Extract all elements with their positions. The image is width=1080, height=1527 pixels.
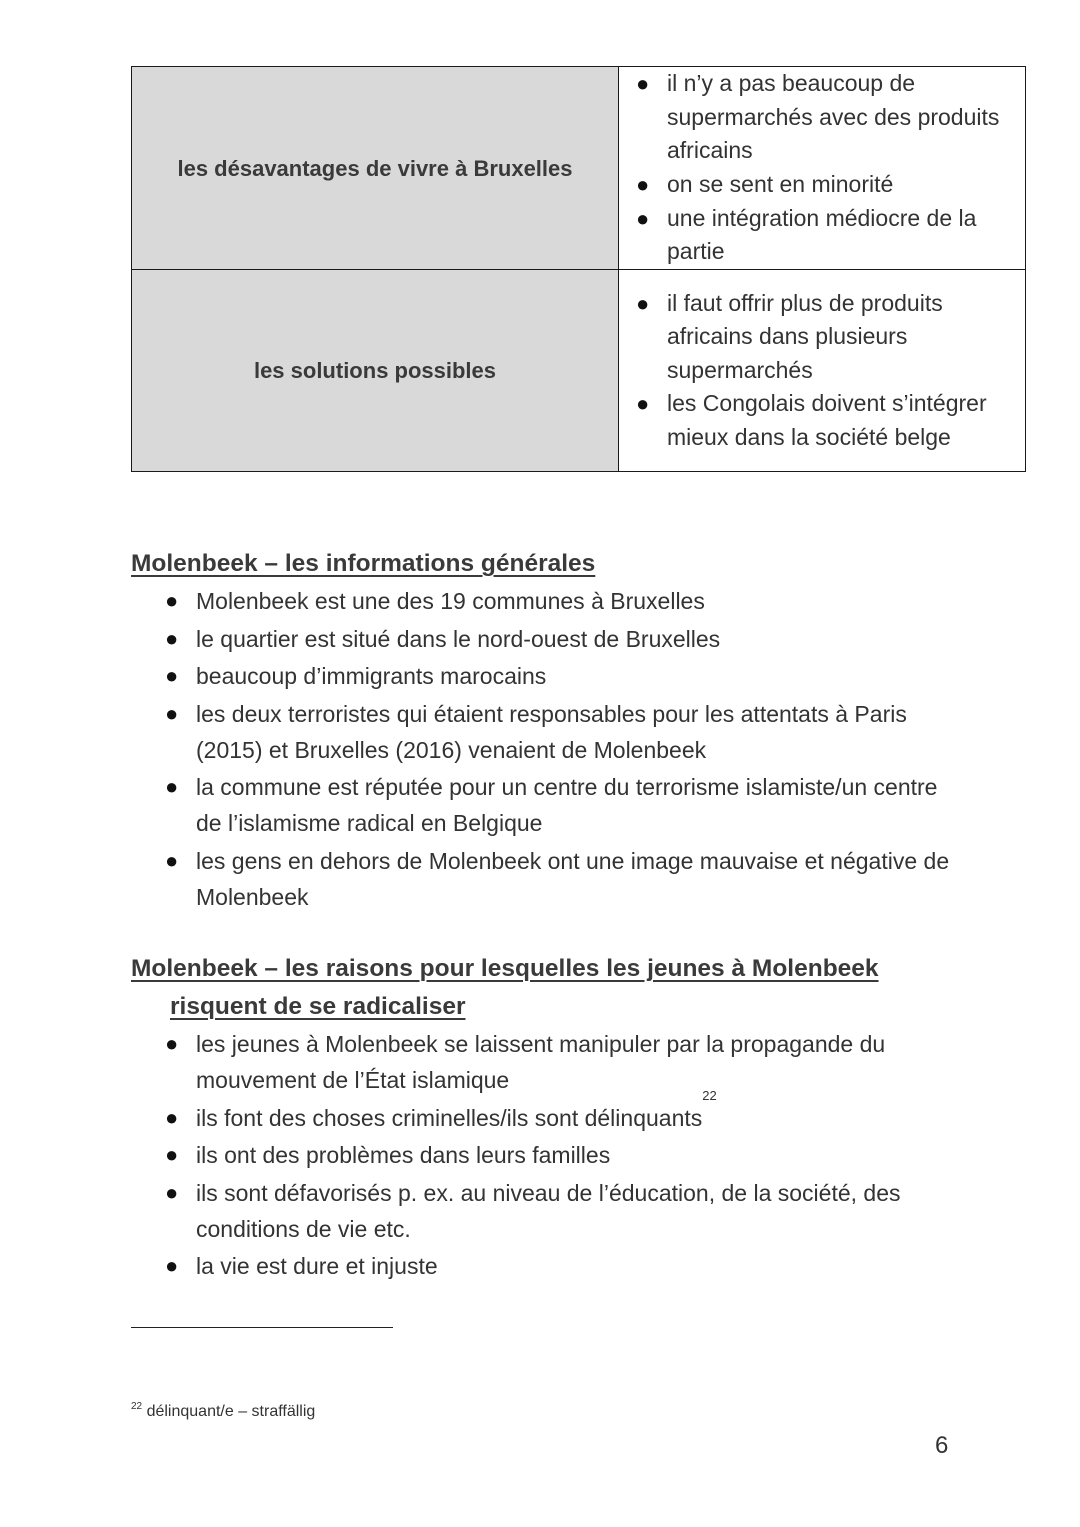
list-item: ● les deux terroristes qui étaient responsables pour les attentats à Paris (2015) et Bruxelles (2016) venaient de Molenbeek — [196, 696, 961, 768]
list-item: ● les gens en dehors de Molenbeek ont une image mauvaise et négative de Molenbeek — [196, 843, 961, 915]
list-item: ● les jeunes à Molenbeek se laissent manipuler par la propagande du mouvement de l’État islamique — [196, 1026, 961, 1098]
list-item: ● la commune est réputée pour un centre du terrorisme islamiste/un centre de l’islamisme radical en Belgique — [196, 769, 961, 841]
bullet-icon: ● — [165, 663, 179, 688]
section-bullet-list — [131, 1026, 961, 1284]
bullet-icon: ● — [636, 71, 650, 97]
list-item: ● les Congolais doivent s’intégrer mieux dans la société belge — [667, 387, 1025, 454]
section-title: Molenbeek – les raisons pour lesquelles les jeunes à Molenbeek risquent de se radicaliser — [131, 955, 879, 1020]
bullet-icon: ● — [636, 172, 650, 197]
bullet-icon: ● — [165, 588, 179, 613]
list-item: ● on se sent en minorité — [667, 168, 1025, 202]
table-value-cell — [619, 270, 1026, 472]
bullet-icon: ● — [165, 847, 179, 873]
bullet-icon: ● — [165, 1104, 179, 1130]
table-row — [132, 67, 1026, 270]
section-general-info — [131, 545, 961, 916]
list-item: ● il faut offrir plus de produits africains dans plusieurs supermarchés — [667, 287, 1025, 388]
cell-bullet-list — [619, 287, 1025, 455]
footnote-reference[interactable]: 22 — [702, 1087, 717, 1103]
list-item: ● la vie est dure et injuste — [196, 1248, 961, 1284]
footnote-marker: 22 — [131, 1401, 143, 1412]
list-item: ● ils font des choses criminelles/ils sont délinquants$^{22}$ — [196, 1100, 961, 1136]
list-item: ● Molenbeek est une des 19 communes à Bruxelles — [196, 583, 961, 619]
bullet-icon: ● — [165, 1179, 179, 1205]
list-item: ● ils sont défavorisés p. ex. au niveau de l’éducation, de la société, des conditions de vie etc. — [196, 1175, 961, 1247]
bullet-icon: ● — [165, 700, 179, 726]
bullet-icon: ● — [636, 290, 650, 316]
list-item: ● une intégration médiocre de la partie — [667, 202, 1025, 269]
footnote-text: délinquant/e – straffällig — [146, 1403, 316, 1420]
cell-bullet-list — [619, 67, 1025, 269]
section-bullet-list — [131, 583, 961, 915]
bullet-icon: ● — [165, 1031, 179, 1056]
bullet-icon: ● — [636, 205, 650, 231]
bullet-icon: ● — [165, 1253, 179, 1278]
list-item: ● le quartier est situé dans le nord-ouest de Bruxelles — [196, 621, 961, 657]
table-value-cell — [619, 67, 1026, 270]
bullet-icon: ● — [636, 391, 650, 417]
table-heading-cell: les désavantages de vivre à Bruxelles — [132, 67, 619, 270]
bullet-icon: ● — [165, 1142, 179, 1167]
page-number: 6 — [935, 1432, 949, 1459]
list-item: ● beaucoup d’immigrants marocains — [196, 658, 961, 694]
list-item: ● ils ont des problèmes dans leurs familles — [196, 1137, 961, 1173]
footnote — [131, 1403, 315, 1421]
list-item: ● il n’y a pas beaucoup de supermarchés avec des produits africains — [667, 67, 1025, 168]
table-heading-cell: les solutions possibles — [132, 270, 619, 472]
table-row — [132, 270, 1026, 472]
footnote-divider — [131, 1327, 393, 1328]
bullet-icon: ● — [165, 625, 179, 651]
info-table — [131, 66, 1026, 472]
section-title: Molenbeek – les informations générales — [131, 550, 596, 577]
bullet-icon: ● — [165, 774, 179, 799]
section-radicalisation-reasons — [131, 950, 961, 1286]
